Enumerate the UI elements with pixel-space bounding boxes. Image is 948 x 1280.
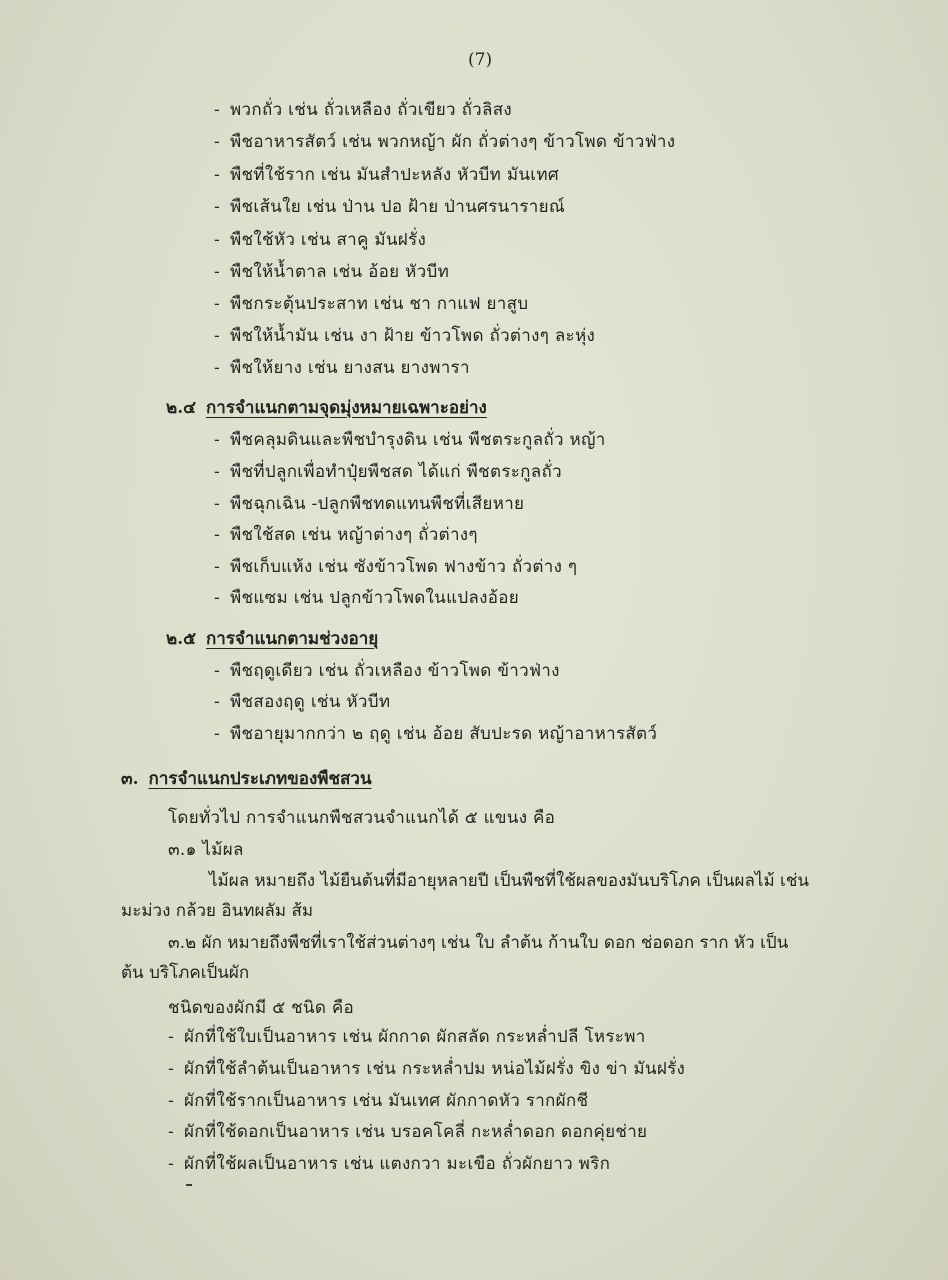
dash-bullet: - [168, 1091, 175, 1111]
dash-bullet: - [214, 100, 221, 120]
paragraph-line: ต้น บริโภคเป็นผัก [121, 963, 250, 983]
dash-bullet: - [168, 1059, 175, 1079]
list-item [214, 523, 478, 547]
list-item-text: พืชเก็บแห้ง เช่น ซังข้าวโพด ฟางข้าว ถั่วต่าง ๆ [230, 557, 578, 577]
dash-bullet: - [214, 430, 221, 450]
dash-bullet: - [214, 358, 221, 378]
list-item [214, 356, 470, 380]
dash-bullet: - [214, 326, 221, 346]
list-item-text: พืชกระตุ้นประสาท เช่น ชา กาแฟ ยาสูบ [230, 294, 529, 314]
dash-bullet: - [214, 462, 221, 482]
page-number: (7) [468, 50, 493, 70]
subsection-label-3-1: ๓.๑ ไม้ผล [168, 840, 244, 860]
section-heading-2-5 [166, 627, 378, 651]
section-title: การจำแนกตามจุดมุ่งหมายเฉพาะอย่าง [206, 398, 487, 418]
paragraph-line: มะม่วง กล้วย อินทผลัม ส้ม [121, 901, 314, 921]
paragraph-3-2 [121, 928, 897, 988]
list-item [168, 1089, 588, 1113]
dash-bullet: - [214, 165, 221, 185]
section-number: ๒.๕ [166, 629, 196, 649]
list-item [168, 1152, 610, 1176]
list-item [214, 163, 559, 187]
dash-bullet: - [214, 132, 221, 152]
list-item [214, 586, 519, 610]
section-title: การจำแนกประเภทของพืชสวน [148, 769, 372, 789]
list-item-text: พืชให้ยาง เช่น ยางสน ยางพารา [230, 358, 470, 378]
list-item-text: พืชที่ใช้ราก เช่น มันสำปะหลัง หัวบีท มันเทศ [230, 165, 559, 185]
list-item [214, 722, 657, 746]
list-item [168, 1025, 646, 1049]
dash-bullet: - [214, 197, 221, 217]
list-item-text: ผักที่ใช้ใบเป็นอาหาร เช่น ผักกาด ผักสลัด กระหล่ำปลี โหระพา [184, 1027, 646, 1047]
list-item-text: พืชแซม เช่น ปลูกข้าวโพดในแปลงอ้อย [230, 588, 520, 608]
section-intro: โดยทั่วไป การจำแนกพืชสวนจำแนกได้ ๕ แขนง คือ [168, 808, 556, 828]
list-item [214, 492, 524, 516]
list-item-text: พืชให้น้ำตาล เช่น อ้อย หัวบีท [230, 262, 450, 282]
list-item-text: พวกถั่ว เช่น ถั่วเหลือง ถั่วเขียว ถั่วลิสง [230, 100, 513, 120]
dash-bullet: - [214, 262, 221, 282]
list-item [214, 690, 390, 714]
paragraph-line: ไม้ผล หมายถึง ไม้ยืนต้นที่มีอายุหลายปี เป็นพืชที่ใช้ผลของมันบริโภค เป็นผลไม้ เช่น [209, 871, 810, 891]
dash-bullet: - [214, 294, 221, 314]
list-item-text: พืชเส้นใย เช่น ป่าน ปอ ฝ้าย ป่านศรนารายณ์ [230, 197, 565, 217]
dash-bullet: - [214, 525, 221, 545]
list-item-text: พืชสองฤดู เช่น หัวบีท [230, 692, 391, 712]
list-item [214, 428, 606, 452]
list-item-text: พืชอาหารสัตว์ เช่น พวกหญ้า ผัก ถั่วต่างๆ ข้าวโพด ข้าวฟ่าง [230, 132, 676, 152]
section-title: การจำแนกตามช่วงอายุ [206, 629, 379, 649]
paragraph-line: ๓.๒ ผัก หมายถึงพืชที่เราใช้ส่วนต่างๆ เช่น ใบ ลำต้น ก้านใบ ดอก ช่อดอก ราก หัว เป็น [168, 933, 789, 953]
list-item [214, 98, 512, 122]
dash-bullet: - [214, 724, 221, 744]
list-item-text: พืชให้น้ำมัน เช่น งา ฝ้าย ข้าวโพด ถั่วต่างๆ ละหุ่ง [230, 326, 596, 346]
list-item-text: ผักที่ใช้ผลเป็นอาหาร เช่น แตงกวา มะเขือ ถั่วผักยาว พริก [184, 1154, 611, 1174]
dash-bullet: - [168, 1027, 175, 1047]
list-item-text: ผักที่ใช้ลำต้นเป็นอาหาร เช่น กระหล่ำปม หน่อไม้ฝรั่ง ขิง ข่า มันฝรั่ง [184, 1059, 686, 1079]
list-item-text: ผักที่ใช้รากเป็นอาหาร เช่น มันเทศ ผักกาดหัว รากผักชี [184, 1091, 589, 1111]
list-item-text: พืชอายุมากกว่า ๒ ฤดู เช่น อ้อย สับปะรด หญ้าอาหารสัตว์ [230, 724, 658, 744]
list-item-text: พืชคลุมดินและพืชบำรุงดิน เช่น พืชตระกูลถั่ว หญ้า [230, 430, 606, 450]
section-heading-2-4 [166, 396, 487, 420]
list-item [214, 555, 577, 579]
list-item [214, 130, 675, 154]
list-item [214, 460, 562, 484]
section-heading-3 [121, 767, 372, 791]
list-item-text: พืชใช้หัว เช่น สาคู มันฝรั่ง [230, 230, 427, 250]
stray-pen-mark [186, 1184, 192, 1186]
list-item [214, 659, 560, 683]
list-item [168, 1120, 647, 1144]
section-number: ๒.๔ [166, 398, 196, 418]
list-item [214, 195, 565, 219]
dash-bullet: - [214, 661, 221, 681]
list-item-text: พืชฤดูเดียว เช่น ถั่วเหลือง ข้าวโพด ข้าวฟ่าง [230, 661, 560, 681]
list-item [214, 292, 528, 316]
list-item-text: พืชใช้สด เช่น หญ้าต่างๆ ถั่วต่างๆ [230, 525, 478, 545]
section-number: ๓. [121, 769, 139, 789]
list-item-text: พืชฉุกเฉิน -ปลูกพืชทดแทนพืชที่เสียหาย [230, 494, 525, 514]
dash-bullet: - [214, 692, 221, 712]
list-item-text: ผักที่ใช้ดอกเป็นอาหาร เช่น บรอคโคลี่ กะหล่ำดอก ดอกคุ่ยช่าย [184, 1122, 648, 1142]
dash-bullet: - [214, 230, 221, 250]
list-item [214, 324, 595, 348]
dash-bullet: - [214, 494, 221, 514]
dash-bullet: - [168, 1122, 175, 1142]
list-item [214, 228, 426, 252]
list-item [214, 260, 449, 284]
veg-types-heading: ชนิดของผักมี ๕ ชนิด คือ [168, 998, 355, 1018]
list-item [168, 1057, 685, 1081]
dash-bullet: - [214, 557, 221, 577]
list-item-text: พืชที่ปลูกเพื่อทำปุ๋ยพืชสด ได้แก่ พืชตระกูลถั่ว [230, 462, 562, 482]
dash-bullet: - [214, 588, 221, 608]
paragraph-3-1 [121, 866, 897, 926]
dash-bullet: - [168, 1154, 175, 1174]
